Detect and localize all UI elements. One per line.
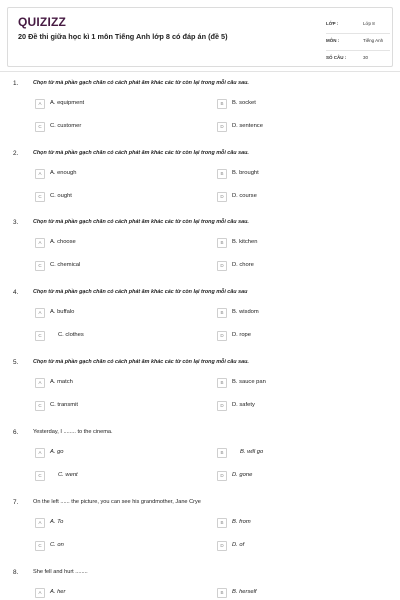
- header-divider: [0, 71, 400, 72]
- option-text: D. rope: [232, 332, 252, 338]
- option-letter-box: B: [217, 169, 227, 179]
- question-number: 1.: [13, 80, 19, 87]
- option-letter-box: B: [217, 448, 227, 458]
- meta-label: SỐ CÂU :: [326, 55, 347, 60]
- meta-value: 30: [363, 55, 369, 60]
- option-text: C. chemical: [50, 262, 81, 268]
- option-letter-box: D: [217, 192, 227, 202]
- option-text: B. herself: [232, 589, 257, 595]
- question-text: Chọn từ mà phần gạch chân có cách phát âm khác các từ còn lại trong mỗi câu sau.: [33, 219, 249, 225]
- option-text: D. of: [232, 542, 245, 548]
- option-text: D. sentence: [232, 123, 263, 129]
- option-text: C. on: [50, 542, 64, 548]
- question-text: She fell and hurt ........: [33, 569, 88, 575]
- meta-row-subject: [326, 35, 390, 51]
- option-letter-box: C: [35, 122, 45, 132]
- question-number: 7.: [13, 499, 19, 506]
- question-number: 5.: [13, 359, 19, 366]
- option-text: A. To: [50, 519, 64, 525]
- option-letter-box: A: [35, 378, 45, 388]
- meta-row-class: [326, 18, 390, 34]
- option-text: B. brought: [232, 170, 259, 176]
- option-text: D. course: [232, 193, 257, 199]
- quizizz-logo: QUIZIZZ: [18, 15, 67, 29]
- question-text: Chọn từ mà phần gạch chân có cách phát âm khác các từ còn lại trong mỗi câu sau.: [33, 80, 249, 86]
- option-text: B. kitchen: [232, 239, 258, 245]
- meta-label: LỚP :: [326, 21, 339, 26]
- option-text: C. transmit: [50, 402, 79, 408]
- option-text: A. buffalo: [50, 309, 75, 315]
- option-text: C. customer: [50, 123, 82, 129]
- option-text: A. choose: [50, 239, 76, 245]
- option-letter-box: C: [35, 331, 45, 341]
- option-letter-box: A: [35, 448, 45, 458]
- option-letter-box: A: [35, 238, 45, 248]
- question-text: Yesterday, I ........ to the cinema.: [33, 429, 113, 435]
- option-letter-box: C: [35, 192, 45, 202]
- meta-row-count: [326, 52, 390, 67]
- meta-value: Lớp 8: [363, 21, 375, 26]
- meta-label: MÔN :: [326, 38, 340, 43]
- option-letter-box: D: [217, 122, 227, 132]
- worksheet-header: [7, 7, 393, 67]
- meta-value: Tiếng Anh: [363, 38, 384, 43]
- option-text: C. went: [58, 472, 78, 478]
- option-letter-box: B: [217, 238, 227, 248]
- option-letter-box: B: [217, 308, 227, 318]
- option-text: B. sauce pan: [232, 379, 266, 385]
- option-letter-box: B: [217, 588, 227, 598]
- question-text: Chọn từ mà phần gạch chân có cách phát âm khác các từ còn lại trong mỗi câu sau: [33, 289, 248, 295]
- option-letter-box: C: [35, 541, 45, 551]
- option-text: A. equipment: [50, 100, 85, 106]
- question-number: 8.: [13, 569, 19, 576]
- option-text: C. ought: [50, 193, 72, 199]
- question-text: On the left ...... the picture, you can see his grandmother, Jane Crye: [33, 499, 201, 505]
- option-letter-box: B: [217, 99, 227, 109]
- option-text: B. from: [232, 519, 251, 525]
- option-letter-box: A: [35, 588, 45, 598]
- page-title: 20 Đề thi giữa học kì 1 môn Tiếng Anh lớp 8 có đáp án (đề 5): [18, 32, 228, 41]
- option-letter-box: B: [217, 518, 227, 528]
- option-text: A. her: [50, 589, 66, 595]
- option-text: C. clothes: [58, 332, 84, 338]
- option-letter-box: A: [35, 308, 45, 318]
- meta-table: [326, 18, 390, 68]
- question-text: Chọn từ mà phần gạch chân có cách phát âm khác các từ còn lại trong mỗi câu sau.: [33, 359, 249, 365]
- option-letter-box: C: [35, 401, 45, 411]
- option-letter-box: D: [217, 541, 227, 551]
- option-text: A. match: [50, 379, 73, 385]
- option-text: B. will go: [240, 449, 264, 455]
- option-text: B. wisdom: [232, 309, 259, 315]
- option-letter-box: A: [35, 99, 45, 109]
- option-letter-box: B: [217, 378, 227, 388]
- option-text: D. gone: [232, 472, 253, 478]
- option-letter-box: D: [217, 401, 227, 411]
- option-text: D. chore: [232, 262, 254, 268]
- question-number: 2.: [13, 150, 19, 157]
- question-number: 3.: [13, 219, 19, 226]
- option-text: A. enough: [50, 170, 77, 176]
- option-letter-box: C: [35, 471, 45, 481]
- option-text: B. socket: [232, 100, 256, 106]
- option-text: A. go: [50, 449, 64, 455]
- question-number: 4.: [13, 289, 19, 296]
- option-text: D. safety: [232, 402, 255, 408]
- option-letter-box: D: [217, 471, 227, 481]
- option-letter-box: A: [35, 169, 45, 179]
- option-letter-box: A: [35, 518, 45, 528]
- option-letter-box: D: [217, 331, 227, 341]
- option-letter-box: C: [35, 261, 45, 271]
- option-letter-box: D: [217, 261, 227, 271]
- question-number: 6.: [13, 429, 19, 436]
- question-text: Chọn từ mà phần gạch chân có cách phát âm khác các từ còn lại trong mỗi câu sau.: [33, 150, 249, 156]
